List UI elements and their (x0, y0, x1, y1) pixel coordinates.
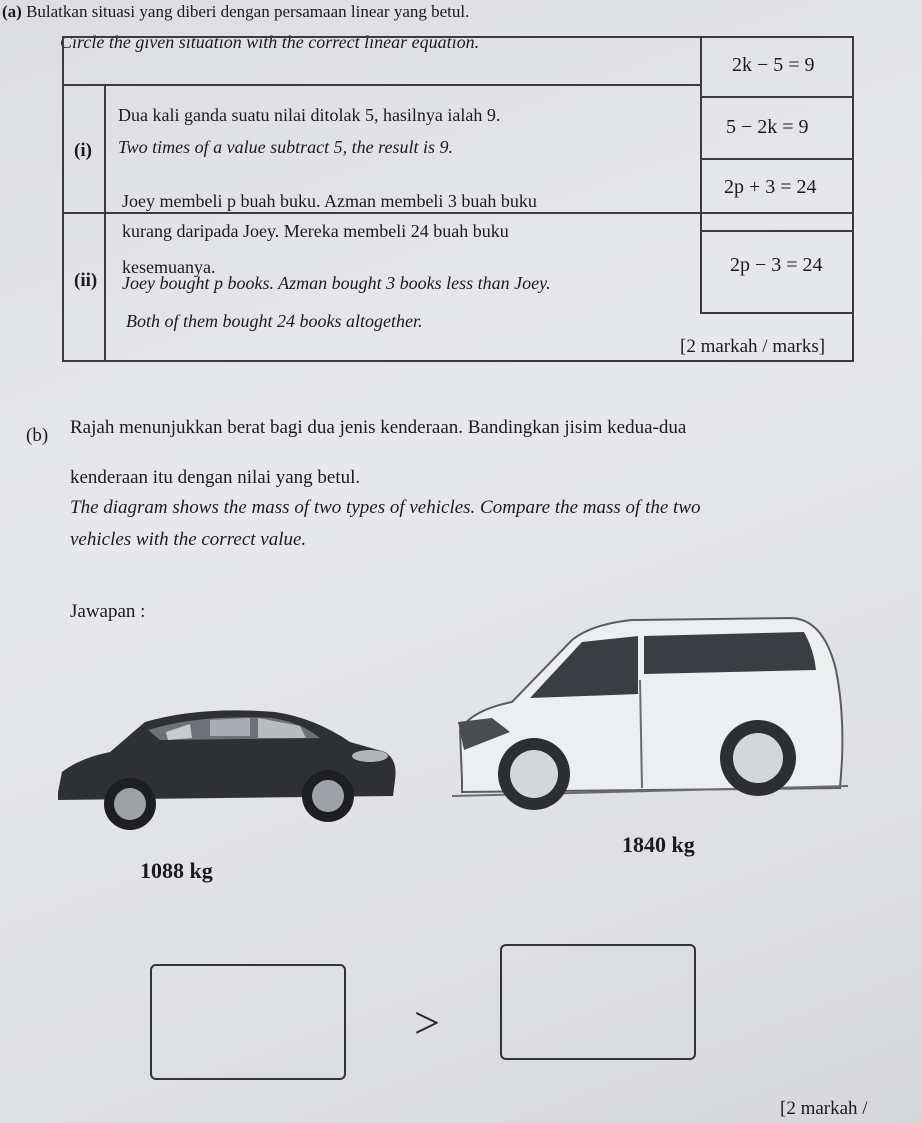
table-divider (700, 36, 702, 314)
van-vehicle-icon (452, 610, 848, 820)
equation-option[interactable]: 2p + 3 = 24 (724, 176, 817, 198)
row-ii-text-ms: kesemuanya. (122, 257, 216, 277)
part-b-text-en: vehicles with the correct value. (70, 529, 307, 550)
comparison-symbol: > (414, 997, 440, 1048)
row-i-text-ms: Dua kali ganda suatu nilai ditolak 5, hasilnya ialah 9. (118, 105, 501, 125)
answer-box-left[interactable] (150, 964, 346, 1080)
equation-option[interactable]: 2k − 5 = 9 (732, 54, 815, 76)
part-a-instruction-ms (2, 2, 469, 22)
equation-option[interactable]: 5 − 2k = 9 (726, 116, 809, 138)
part-b-text-ms: Rajah menunjukkan berat bagi dua jenis kenderaan. Bandingkan jisim kedua-dua (70, 417, 687, 438)
row-ii-text-ms: kurang daripada Joey. Mereka membeli 24 buah buku (122, 221, 509, 241)
row-i-text-en: Two times of a value subtract 5, the result is 9. (118, 137, 453, 157)
part-b-text-ms: kenderaan itu dengan nilai yang betul. (70, 467, 361, 488)
table-divider (700, 312, 854, 314)
van-mass: 1840 kg (622, 832, 695, 857)
table-divider (700, 96, 854, 98)
table-divider (104, 84, 106, 362)
part-b-marks: [2 markah / (780, 1098, 868, 1119)
answer-box-right[interactable] (500, 944, 696, 1060)
table-divider (62, 84, 702, 86)
row-i-label: (i) (74, 140, 92, 161)
row-ii-text-ms: Joey membeli p buah buku. Azman membeli 3 buah buku (122, 191, 537, 211)
row-ii-text-en: Joey bought p books. Azman bought 3 books less than Joey. (122, 273, 551, 293)
answer-label: Jawapan : (70, 601, 146, 622)
row-ii-label: (ii) (74, 270, 98, 291)
table-divider (700, 158, 854, 160)
table-divider (700, 230, 854, 232)
part-b-label: (b) (26, 425, 49, 446)
part-a-instruction-en: Circle the given situation with the correct linear equation. (60, 32, 480, 52)
equation-option[interactable]: 2p − 3 = 24 (730, 254, 823, 276)
instruction-ms: Bulatkan situasi yang diberi dengan persamaan linear yang betul. (26, 2, 470, 21)
sedan-car-icon (50, 700, 402, 840)
car-mass: 1088 kg (140, 858, 213, 883)
row-ii-text-en: Both of them bought 24 books altogether. (126, 311, 423, 331)
part-a-marks: [2 markah / marks] (680, 336, 826, 357)
part-b-text-en: The diagram shows the mass of two types of vehicles. Compare the mass of the two (70, 497, 701, 518)
part-a-label: (a) (2, 2, 22, 21)
